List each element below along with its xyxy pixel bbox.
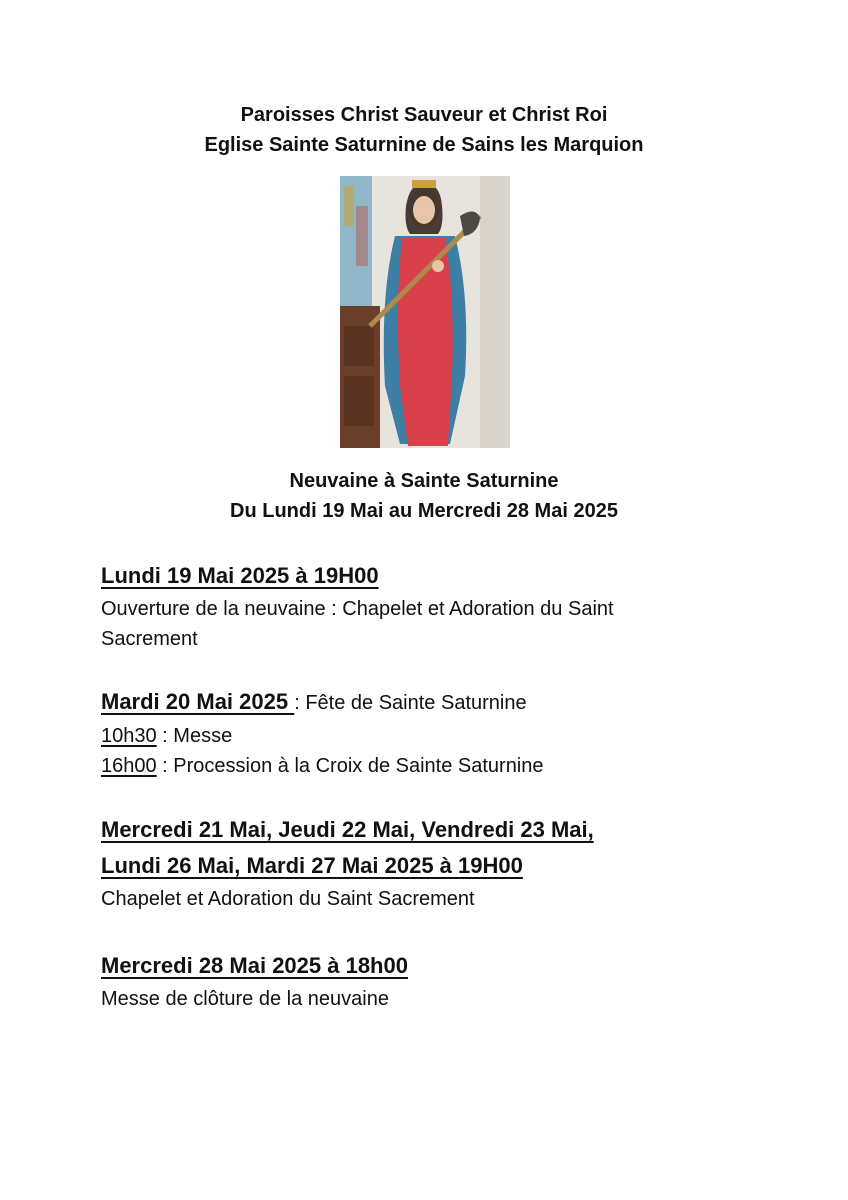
saint-statue-photo (340, 176, 510, 448)
event-2-heading: Mardi 20 Mai 2025 (101, 689, 295, 714)
event-2-time-1: 10h30 (101, 725, 157, 747)
event-2-title: : Fête de Sainte Saturnine (294, 692, 527, 714)
event-3-heading-line1: Mercredi 21 Mai, Jeudi 22 Mai, Vendredi 23 Mai, (101, 817, 594, 842)
event-2-time-2: 16h00 (101, 755, 157, 777)
event-4-heading: Mercredi 28 Mai 2025 à 18h00 (101, 953, 408, 978)
event-1-desc-line1: Ouverture de la neuvaine : Chapelet et Adoration du Saint (101, 598, 614, 620)
church-name: Eglise Sainte Saturnine de Sains les Marquion (204, 134, 644, 156)
crown (412, 180, 436, 188)
event-2 (101, 684, 821, 781)
event-2-text-2: : Procession à la Croix de Sainte Saturnine (156, 755, 544, 777)
event-3-heading-line2: Lundi 26 Mai, Mardi 27 Mai 2025 à 19H00 (101, 853, 523, 878)
statue-illustration (340, 176, 510, 448)
event-4-desc: Messe de clôture de la neuvaine (101, 988, 389, 1010)
event-1-heading: Lundi 19 Mai 2025 à 19H00 (101, 563, 379, 588)
parish-name: Paroisses Christ Sauveur et Christ Roi (240, 104, 608, 126)
event-2-text-1: : Messe (156, 725, 233, 747)
event-3-desc: Chapelet et Adoration du Saint Sacrement (101, 888, 475, 910)
event-1-desc-line2: Sacrement (101, 628, 198, 650)
novena-dates: Du Lundi 19 Mai au Mercredi 28 Mai 2025 (230, 500, 618, 522)
novena-title: Neuvaine à Sainte Saturnine (289, 470, 559, 492)
event-1 (101, 558, 821, 654)
event-4 (101, 948, 821, 1014)
event-3 (101, 812, 821, 914)
